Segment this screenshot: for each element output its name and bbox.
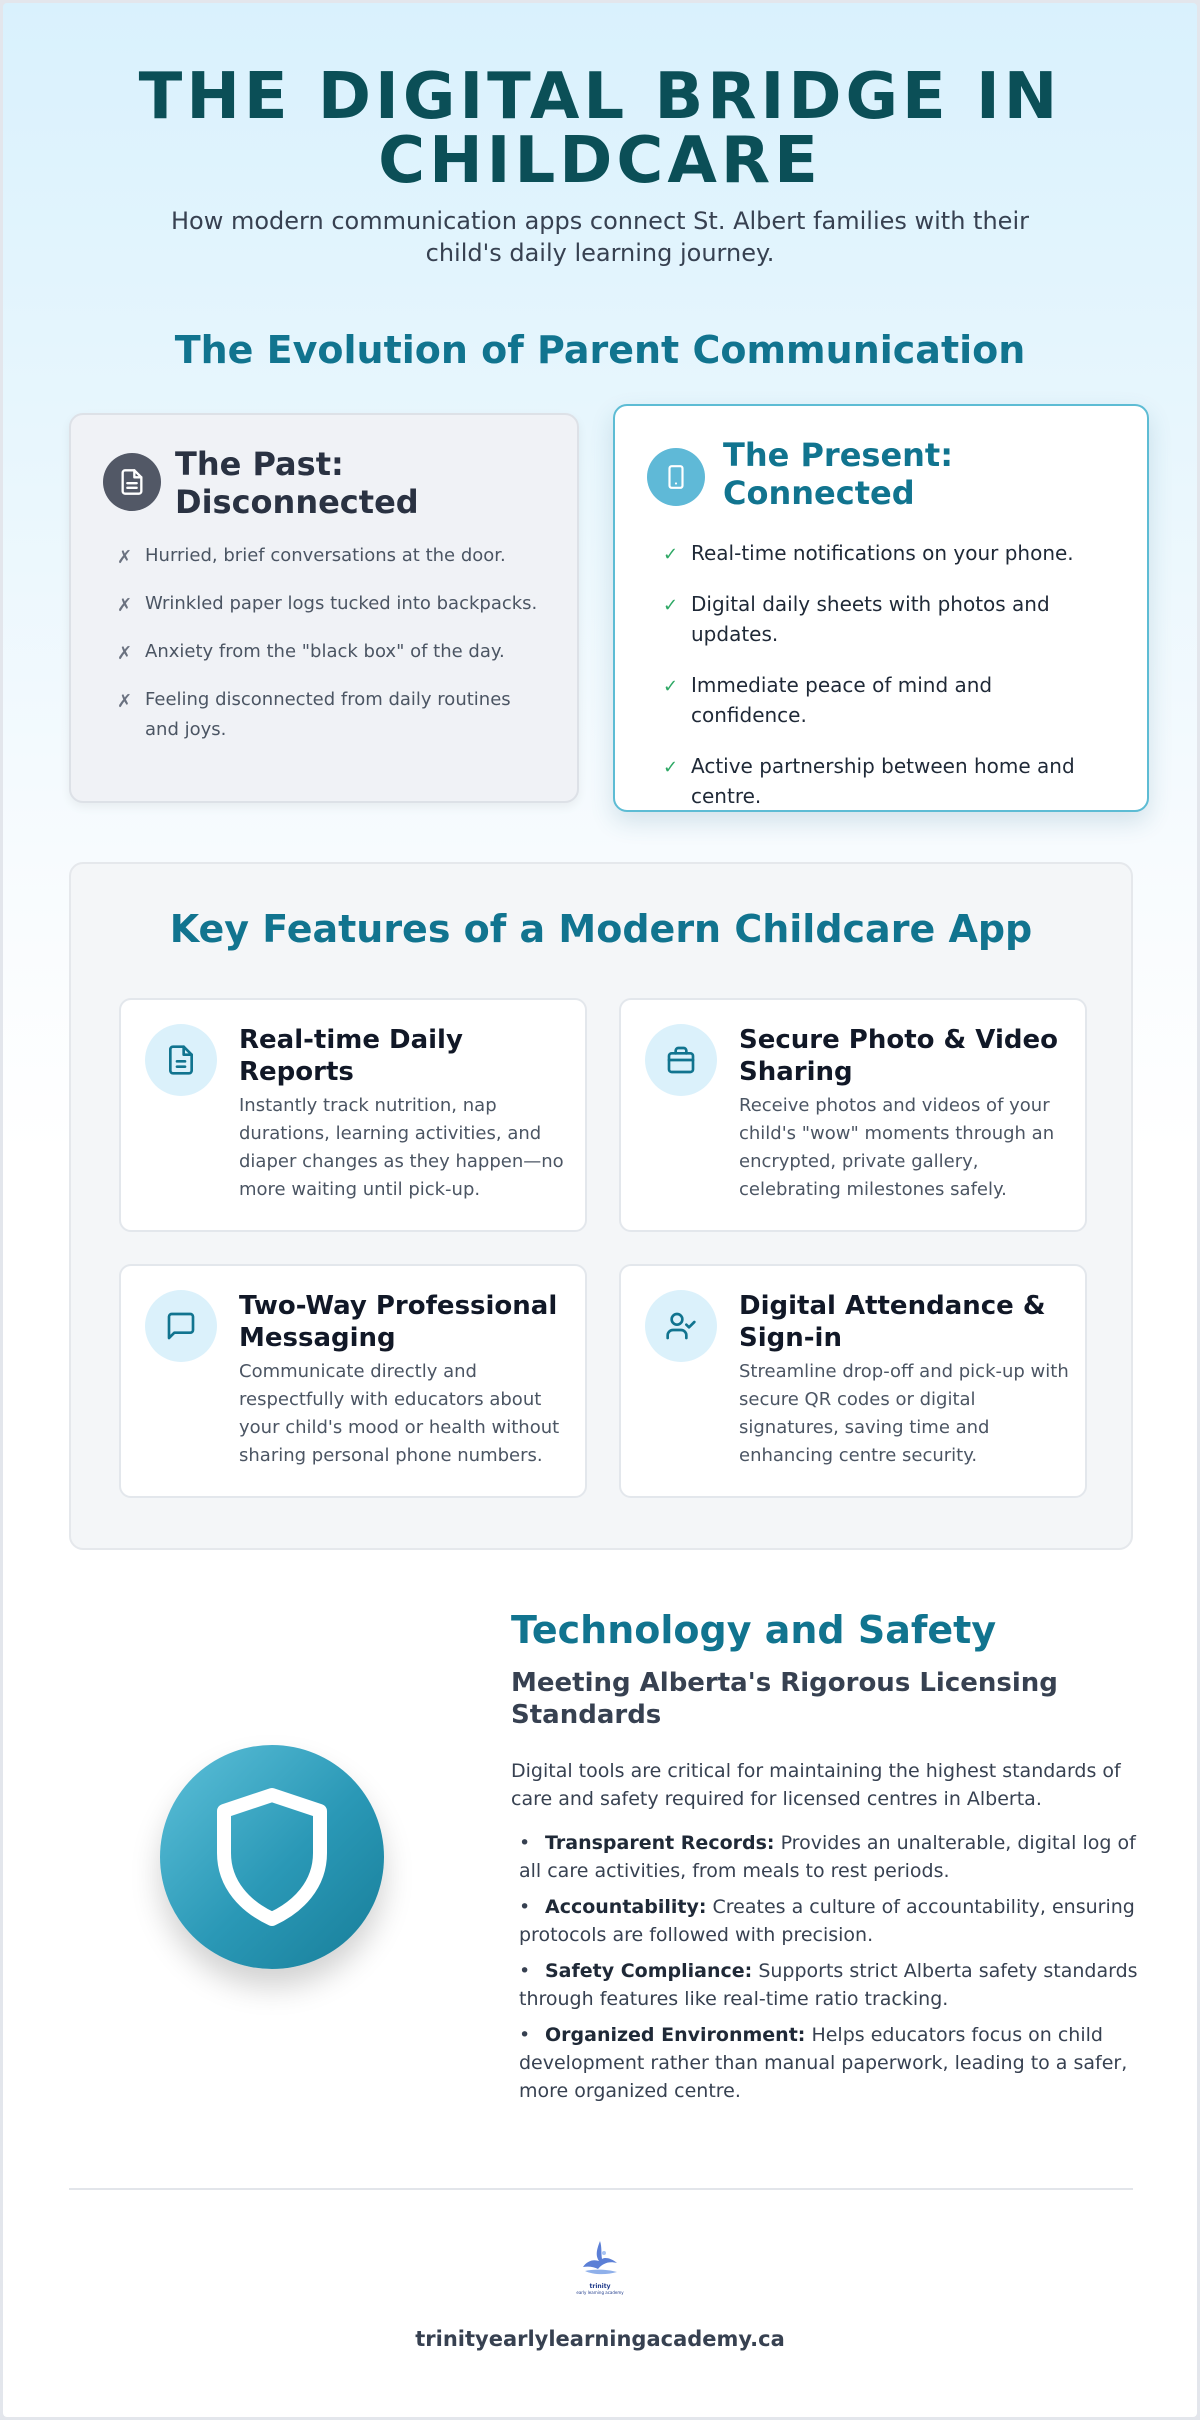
present-card (613, 404, 1149, 812)
file-text-icon (145, 1024, 217, 1096)
list-item: • Transparent Records: Provides an unalterable, digital log of all care activities, from meals to rest periods. (519, 1829, 1141, 1885)
list-item: ✓ Digital daily sheets with photos and updates. (663, 592, 1050, 646)
feature-title: Secure Photo & Video Sharing (739, 1025, 1058, 1087)
list-item: ✓ Active partnership between home and centre. (663, 754, 1075, 808)
page-subtitle: How modern communication apps connect St. Albert families with their child's daily learning journey. (171, 207, 1029, 267)
feature-description: Streamline drop-off and pick-up with secure QR codes or digital signatures, saving time and enhancing centre security. (739, 1361, 1069, 1466)
check-icon: ✓ (663, 757, 679, 778)
infographic-page (3, 3, 1197, 2417)
list-item: ✓ Real-time notifications on your phone. (663, 538, 1109, 568)
page-title: THE DIGITAL BRIDGE IN CHILDCARE (138, 60, 1062, 198)
feature-description: Instantly track nutrition, nap durations, learning activities, and diaper changes as they happen—no more waiting until pick-up. (239, 1095, 564, 1200)
list-item: • Safety Compliance: Supports strict Alberta safety standards through features like real-time ratio tracking. (519, 1957, 1141, 2013)
features-panel (69, 862, 1133, 1550)
check-icon: ✓ (663, 544, 679, 565)
check-icon: ✓ (663, 676, 679, 697)
feature-title: Digital Attendance & Sign-in (739, 1291, 1046, 1353)
trinity-logo: trinity early learning academy (570, 2239, 630, 2301)
technology-intro: Digital tools are critical for maintaining the highest standards of care and safety required for licensed centres in Alberta. (511, 1760, 1121, 1810)
technology-section-title: Technology and Safety (511, 1608, 997, 1652)
check-icon: ✓ (663, 595, 679, 616)
evolution-section-title: The Evolution of Parent Communication (174, 328, 1026, 372)
cross-icon: ✗ (117, 595, 133, 616)
shield-icon (211, 1785, 333, 1929)
present-list (663, 538, 1109, 832)
feature-card-photo-sharing (619, 998, 1087, 1232)
feature-description: Communicate directly and respectfully with educators about your child's mood or health without sharing personal phone numbers. (239, 1361, 560, 1466)
list-item: ✗ Hurried, brief conversations at the door. (117, 541, 547, 571)
briefcase-icon (645, 1024, 717, 1096)
message-icon (145, 1290, 217, 1362)
feature-description: Receive photos and videos of your child's "wow" moments through an encrypted, private gallery, celebrating milestones safely. (739, 1095, 1055, 1200)
list-item: • Organized Environment: Helps educators focus on child development rather than manual paperwork, leading to a safer, more organized centre. (519, 2021, 1141, 2105)
cross-icon: ✗ (117, 643, 133, 664)
user-check-icon (645, 1290, 717, 1362)
technology-list (519, 1829, 1141, 2113)
feature-title: Two-Way Professional Messaging (239, 1291, 558, 1353)
cross-icon: ✗ (117, 691, 133, 712)
feature-card-attendance (619, 1264, 1087, 1498)
document-icon (103, 453, 161, 511)
past-list (117, 541, 547, 763)
feature-title: Real-time Daily Reports (239, 1025, 463, 1087)
feature-card-daily-reports (119, 998, 587, 1232)
feature-card-messaging (119, 1264, 587, 1498)
features-section-title: Key Features of a Modern Childcare App (169, 907, 1033, 951)
footer-divider (69, 2188, 1133, 2190)
website-link[interactable]: trinityearlylearningacademy.ca (415, 2327, 785, 2351)
list-item: ✗ Wrinkled paper logs tucked into backpacks. (117, 589, 547, 619)
shield-badge (160, 1745, 384, 1969)
list-item: ✗ Feeling disconnected from daily routines and joys. (117, 689, 511, 740)
cross-icon: ✗ (117, 547, 133, 568)
present-heading: The Present: Connected (723, 436, 954, 512)
past-heading: The Past: Disconnected (175, 445, 419, 521)
list-item: ✓ Immediate peace of mind and confidence. (663, 673, 993, 727)
dove-icon (577, 2239, 623, 2283)
smartphone-icon (647, 448, 705, 506)
list-item: ✗ Anxiety from the "black box" of the day. (117, 637, 547, 667)
past-card (69, 413, 579, 803)
list-item: • Accountability: Creates a culture of accountability, ensuring protocols are followed with precision. (519, 1893, 1141, 1949)
technology-subtitle: Meeting Alberta's Rigorous Licensing Standards (511, 1668, 1058, 1730)
